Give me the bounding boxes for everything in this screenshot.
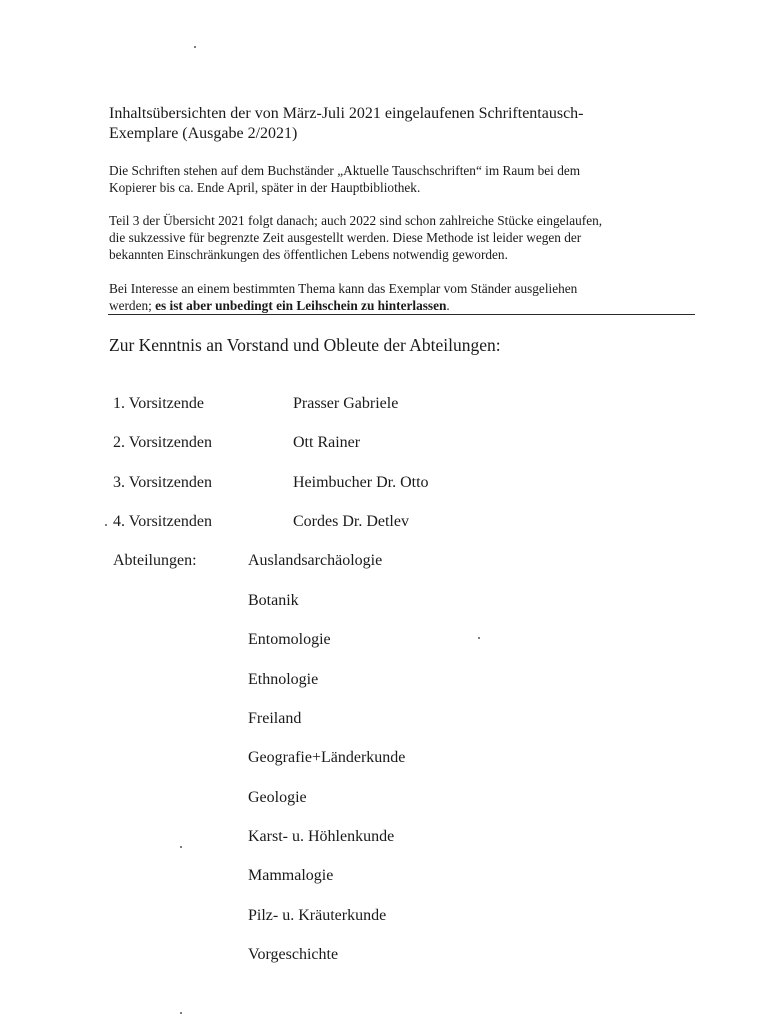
- distribution-heading: Zur Kenntnis an Vorstand und Obleute der Abteilungen:: [109, 335, 501, 355]
- paragraph-part3-line-1: Teil 3 der Übersicht 2021 folgt danach; auch 2022 sind schon zahlreiche Stücke eingelaufen,: [109, 213, 603, 228]
- department-item: Auslandsarchäologie: [248, 552, 383, 569]
- department-item: Botanik: [248, 592, 299, 609]
- title-line-1: Inhaltsübersichten der von März-Juli 2021 eingelaufenen Schriftentausch-: [109, 105, 584, 122]
- horizontal-divider: [108, 314, 695, 315]
- paragraph-loan-line-1: Bei Interesse an einem bestimmten Thema kann das Exemplar vom Ständer ausgeliehen: [109, 281, 578, 296]
- scan-speck: [180, 846, 182, 848]
- paragraph-part3-line-2: die sukzessive für begrenzte Zeit ausgestellt werden. Diese Methode ist leider wegen der: [109, 230, 582, 245]
- scan-speck: [105, 524, 107, 526]
- department-item: Freiland: [248, 710, 302, 727]
- paragraph-location-line-2: Kopierer bis ca. Ende April, später in der Hauptbibliothek.: [109, 180, 421, 195]
- department-item: Vorgeschichte: [248, 946, 339, 963]
- role-label: 2. Vorsitzenden: [113, 434, 212, 451]
- paragraph-loan-line-2: [109, 297, 699, 314]
- departments-label: Abteilungen:: [113, 552, 197, 569]
- person-name: Ott Rainer: [293, 434, 361, 451]
- paragraph-loan: [109, 280, 699, 314]
- paragraph-location-line-1: Die Schriften stehen auf dem Buchständer „Aktuelle Tauschschriften“ im Raum bei dem: [109, 163, 581, 178]
- person-name: Prasser Gabriele: [293, 395, 399, 412]
- loan-text-bold: es ist aber unbedingt ein Leihschein zu hinterlassen: [155, 298, 447, 313]
- scan-speck: [194, 46, 196, 48]
- loan-text-start: werden;: [109, 298, 156, 313]
- department-item: Geografie+Länderkunde: [248, 749, 406, 766]
- person-name: Heimbucher Dr. Otto: [293, 474, 429, 491]
- department-item: Entomologie: [248, 631, 331, 648]
- person-name: Cordes Dr. Detlev: [293, 513, 409, 530]
- paragraph-part3-line-3: bekannten Einschränkungen des öffentlichen Lebens notwendig geworden.: [109, 247, 508, 262]
- department-item: Pilz- u. Kräuterkunde: [248, 907, 387, 924]
- paragraph-part3: [109, 212, 699, 263]
- scan-speck: [478, 637, 480, 639]
- department-item: Geologie: [248, 789, 307, 806]
- role-label: 1. Vorsitzende: [113, 395, 204, 412]
- department-item: Ethnologie: [248, 671, 319, 688]
- loan-text-end: .: [446, 298, 450, 313]
- department-item: Karst- u. Höhlenkunde: [248, 828, 395, 845]
- role-label: 3. Vorsitzenden: [113, 474, 212, 491]
- title-line-2: Exemplare (Ausgabe 2/2021): [109, 125, 298, 142]
- department-item: Mammalogie: [248, 867, 334, 884]
- document-title: [109, 104, 669, 144]
- paragraph-location: [109, 162, 699, 196]
- role-label: 4. Vorsitzenden: [113, 513, 212, 530]
- scan-speck: [180, 1012, 182, 1014]
